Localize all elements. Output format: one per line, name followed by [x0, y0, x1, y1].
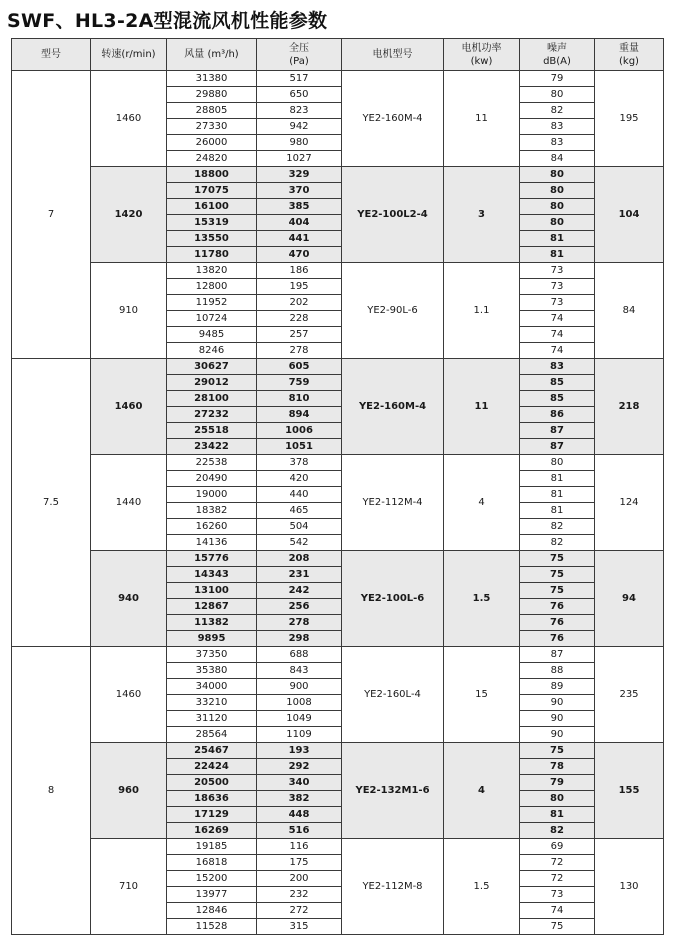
pressure-cell: 116 — [257, 839, 342, 855]
noise-cell: 69 — [520, 839, 595, 855]
airflow-cell: 33210 — [167, 695, 257, 711]
airflow-cell: 35380 — [167, 663, 257, 679]
noise-cell: 73 — [520, 279, 595, 295]
motor-power-cell: 4 — [444, 743, 520, 839]
noise-cell: 88 — [520, 663, 595, 679]
airflow-cell: 29880 — [167, 87, 257, 103]
airflow-cell: 19185 — [167, 839, 257, 855]
pressure-cell: 759 — [257, 375, 342, 391]
noise-cell: 81 — [520, 487, 595, 503]
pressure-cell: 843 — [257, 663, 342, 679]
pressure-cell: 404 — [257, 215, 342, 231]
table-row — [12, 743, 664, 759]
noise-cell: 74 — [520, 343, 595, 359]
pressure-cell: 605 — [257, 359, 342, 375]
pressure-cell: 1008 — [257, 695, 342, 711]
pressure-cell: 278 — [257, 615, 342, 631]
table-row — [12, 263, 664, 279]
noise-cell: 80 — [520, 87, 595, 103]
noise-cell: 79 — [520, 71, 595, 87]
noise-cell: 86 — [520, 407, 595, 423]
noise-cell: 81 — [520, 231, 595, 247]
noise-cell: 75 — [520, 551, 595, 567]
weight-cell: 84 — [595, 263, 664, 359]
noise-cell: 72 — [520, 871, 595, 887]
pressure-cell: 823 — [257, 103, 342, 119]
pressure-cell: 256 — [257, 599, 342, 615]
table-row — [12, 71, 664, 87]
pressure-cell: 688 — [257, 647, 342, 663]
header-noise: 噪声 dB(A) — [520, 39, 595, 71]
noise-cell: 74 — [520, 311, 595, 327]
noise-cell: 75 — [520, 919, 595, 935]
pressure-cell: 208 — [257, 551, 342, 567]
pressure-cell: 504 — [257, 519, 342, 535]
airflow-cell: 14136 — [167, 535, 257, 551]
noise-cell: 82 — [520, 535, 595, 551]
weight-cell: 155 — [595, 743, 664, 839]
header-speed: 转速(r/min) — [91, 39, 167, 71]
airflow-cell: 30627 — [167, 359, 257, 375]
airflow-cell: 24820 — [167, 151, 257, 167]
noise-cell: 80 — [520, 199, 595, 215]
pressure-cell: 980 — [257, 135, 342, 151]
airflow-cell: 16818 — [167, 855, 257, 871]
motor-model-cell: YE2-160M-4 — [342, 71, 444, 167]
airflow-cell: 28805 — [167, 103, 257, 119]
pressure-cell: 370 — [257, 183, 342, 199]
noise-cell: 82 — [520, 103, 595, 119]
motor-power-cell: 1.5 — [444, 551, 520, 647]
noise-cell: 74 — [520, 903, 595, 919]
pressure-cell: 382 — [257, 791, 342, 807]
airflow-cell: 17129 — [167, 807, 257, 823]
header-weight: 重量 (kg) — [595, 39, 664, 71]
table-body — [12, 71, 664, 935]
noise-cell: 79 — [520, 775, 595, 791]
pressure-cell: 942 — [257, 119, 342, 135]
noise-cell: 81 — [520, 471, 595, 487]
airflow-cell: 14343 — [167, 567, 257, 583]
pressure-cell: 228 — [257, 311, 342, 327]
noise-cell: 87 — [520, 647, 595, 663]
noise-cell: 87 — [520, 423, 595, 439]
motor-model-cell: YE2-112M-4 — [342, 455, 444, 551]
noise-cell: 82 — [520, 519, 595, 535]
motor-model-cell: YE2-100L-6 — [342, 551, 444, 647]
pressure-cell: 810 — [257, 391, 342, 407]
airflow-cell: 11528 — [167, 919, 257, 935]
model-cell: 7.5 — [12, 359, 91, 647]
pressure-cell: 292 — [257, 759, 342, 775]
noise-cell: 90 — [520, 711, 595, 727]
speed-cell: 1460 — [91, 647, 167, 743]
weight-cell: 124 — [595, 455, 664, 551]
noise-cell: 81 — [520, 247, 595, 263]
airflow-cell: 19000 — [167, 487, 257, 503]
pressure-cell: 894 — [257, 407, 342, 423]
airflow-cell: 28100 — [167, 391, 257, 407]
document-title: SWF、HL3-2A型混流风机性能参数 — [7, 10, 328, 32]
airflow-cell: 13100 — [167, 583, 257, 599]
speed-cell: 1460 — [91, 71, 167, 167]
noise-cell: 83 — [520, 359, 595, 375]
airflow-cell: 17075 — [167, 183, 257, 199]
pressure-cell: 900 — [257, 679, 342, 695]
noise-cell: 89 — [520, 679, 595, 695]
pressure-cell: 378 — [257, 455, 342, 471]
airflow-cell: 13820 — [167, 263, 257, 279]
noise-cell: 76 — [520, 631, 595, 647]
noise-cell: 76 — [520, 599, 595, 615]
noise-cell: 75 — [520, 583, 595, 599]
pressure-cell: 542 — [257, 535, 342, 551]
noise-cell: 80 — [520, 183, 595, 199]
airflow-cell: 12800 — [167, 279, 257, 295]
weight-cell: 195 — [595, 71, 664, 167]
pressure-cell: 1051 — [257, 439, 342, 455]
noise-cell: 73 — [520, 295, 595, 311]
pressure-cell: 650 — [257, 87, 342, 103]
pressure-cell: 420 — [257, 471, 342, 487]
airflow-cell: 8246 — [167, 343, 257, 359]
motor-power-cell: 3 — [444, 167, 520, 263]
airflow-cell: 11382 — [167, 615, 257, 631]
pressure-cell: 340 — [257, 775, 342, 791]
pressure-cell: 440 — [257, 487, 342, 503]
weight-cell: 104 — [595, 167, 664, 263]
noise-cell: 87 — [520, 439, 595, 455]
pressure-cell: 175 — [257, 855, 342, 871]
speed-cell: 1460 — [91, 359, 167, 455]
pressure-cell: 315 — [257, 919, 342, 935]
airflow-cell: 15319 — [167, 215, 257, 231]
noise-cell: 84 — [520, 151, 595, 167]
pressure-cell: 298 — [257, 631, 342, 647]
table-header-row — [12, 39, 664, 71]
airflow-cell: 11780 — [167, 247, 257, 263]
airflow-cell: 25518 — [167, 423, 257, 439]
pressure-cell: 1109 — [257, 727, 342, 743]
noise-cell: 73 — [520, 263, 595, 279]
pressure-cell: 329 — [257, 167, 342, 183]
speed-cell: 710 — [91, 839, 167, 935]
model-cell: 8 — [12, 647, 91, 935]
pressure-cell: 465 — [257, 503, 342, 519]
motor-model-cell: YE2-132M1-6 — [342, 743, 444, 839]
header-total-pressure: 全压 (Pa) — [257, 39, 342, 71]
motor-model-cell: YE2-112M-8 — [342, 839, 444, 935]
noise-cell: 80 — [520, 455, 595, 471]
airflow-cell: 31380 — [167, 71, 257, 87]
header-motor-model: 电机型号 — [342, 39, 444, 71]
noise-cell: 80 — [520, 167, 595, 183]
table-row — [12, 839, 664, 855]
airflow-cell: 16260 — [167, 519, 257, 535]
weight-cell: 235 — [595, 647, 664, 743]
noise-cell: 78 — [520, 759, 595, 775]
pressure-cell: 385 — [257, 199, 342, 215]
noise-cell: 80 — [520, 215, 595, 231]
pressure-cell: 200 — [257, 871, 342, 887]
table-row — [12, 647, 664, 663]
speed-cell: 910 — [91, 263, 167, 359]
airflow-cell: 29012 — [167, 375, 257, 391]
noise-cell: 81 — [520, 503, 595, 519]
pressure-cell: 257 — [257, 327, 342, 343]
motor-model-cell: YE2-90L-6 — [342, 263, 444, 359]
airflow-cell: 23422 — [167, 439, 257, 455]
weight-cell: 218 — [595, 359, 664, 455]
pressure-cell: 232 — [257, 887, 342, 903]
airflow-cell: 12846 — [167, 903, 257, 919]
airflow-cell: 9895 — [167, 631, 257, 647]
noise-cell: 83 — [520, 119, 595, 135]
motor-power-cell: 1.5 — [444, 839, 520, 935]
noise-cell: 72 — [520, 855, 595, 871]
pressure-cell: 193 — [257, 743, 342, 759]
noise-cell: 90 — [520, 695, 595, 711]
table-row — [12, 455, 664, 471]
weight-cell: 94 — [595, 551, 664, 647]
pressure-cell: 517 — [257, 71, 342, 87]
airflow-cell: 10724 — [167, 311, 257, 327]
pressure-cell: 278 — [257, 343, 342, 359]
airflow-cell: 37350 — [167, 647, 257, 663]
weight-cell: 130 — [595, 839, 664, 935]
pressure-cell: 186 — [257, 263, 342, 279]
noise-cell: 73 — [520, 887, 595, 903]
table-row — [12, 359, 664, 375]
table-row — [12, 167, 664, 183]
header-model: 型号 — [12, 39, 91, 71]
fan-performance-table — [11, 38, 664, 935]
speed-cell: 1440 — [91, 455, 167, 551]
pressure-cell: 231 — [257, 567, 342, 583]
header-airflow: 风量 (m³/h) — [167, 39, 257, 71]
airflow-cell: 20500 — [167, 775, 257, 791]
airflow-cell: 18382 — [167, 503, 257, 519]
airflow-cell: 16100 — [167, 199, 257, 215]
motor-power-cell: 1.1 — [444, 263, 520, 359]
motor-power-cell: 15 — [444, 647, 520, 743]
pressure-cell: 202 — [257, 295, 342, 311]
airflow-cell: 13550 — [167, 231, 257, 247]
motor-model-cell: YE2-100L2-4 — [342, 167, 444, 263]
pressure-cell: 441 — [257, 231, 342, 247]
airflow-cell: 18636 — [167, 791, 257, 807]
pressure-cell: 448 — [257, 807, 342, 823]
airflow-cell: 18800 — [167, 167, 257, 183]
pressure-cell: 516 — [257, 823, 342, 839]
pressure-cell: 1049 — [257, 711, 342, 727]
airflow-cell: 34000 — [167, 679, 257, 695]
airflow-cell: 26000 — [167, 135, 257, 151]
noise-cell: 74 — [520, 327, 595, 343]
noise-cell: 75 — [520, 743, 595, 759]
noise-cell: 85 — [520, 391, 595, 407]
header-motor-power: 电机功率 (kw) — [444, 39, 520, 71]
motor-model-cell: YE2-160L-4 — [342, 647, 444, 743]
pressure-cell: 1006 — [257, 423, 342, 439]
airflow-cell: 11952 — [167, 295, 257, 311]
motor-power-cell: 11 — [444, 71, 520, 167]
noise-cell: 83 — [520, 135, 595, 151]
speed-cell: 940 — [91, 551, 167, 647]
airflow-cell: 31120 — [167, 711, 257, 727]
airflow-cell: 27330 — [167, 119, 257, 135]
pressure-cell: 242 — [257, 583, 342, 599]
noise-cell: 85 — [520, 375, 595, 391]
airflow-cell: 9485 — [167, 327, 257, 343]
noise-cell: 80 — [520, 791, 595, 807]
noise-cell: 81 — [520, 807, 595, 823]
speed-cell: 1420 — [91, 167, 167, 263]
airflow-cell: 27232 — [167, 407, 257, 423]
noise-cell: 82 — [520, 823, 595, 839]
pressure-cell: 470 — [257, 247, 342, 263]
airflow-cell: 20490 — [167, 471, 257, 487]
model-cell: 7 — [12, 71, 91, 359]
table-row — [12, 551, 664, 567]
airflow-cell: 13977 — [167, 887, 257, 903]
airflow-cell: 22538 — [167, 455, 257, 471]
pressure-cell: 272 — [257, 903, 342, 919]
airflow-cell: 15776 — [167, 551, 257, 567]
airflow-cell: 16269 — [167, 823, 257, 839]
pressure-cell: 1027 — [257, 151, 342, 167]
motor-model-cell: YE2-160M-4 — [342, 359, 444, 455]
speed-cell: 960 — [91, 743, 167, 839]
airflow-cell: 25467 — [167, 743, 257, 759]
airflow-cell: 22424 — [167, 759, 257, 775]
motor-power-cell: 11 — [444, 359, 520, 455]
noise-cell: 90 — [520, 727, 595, 743]
airflow-cell: 12867 — [167, 599, 257, 615]
pressure-cell: 195 — [257, 279, 342, 295]
airflow-cell: 15200 — [167, 871, 257, 887]
noise-cell: 76 — [520, 615, 595, 631]
airflow-cell: 28564 — [167, 727, 257, 743]
motor-power-cell: 4 — [444, 455, 520, 551]
noise-cell: 75 — [520, 567, 595, 583]
